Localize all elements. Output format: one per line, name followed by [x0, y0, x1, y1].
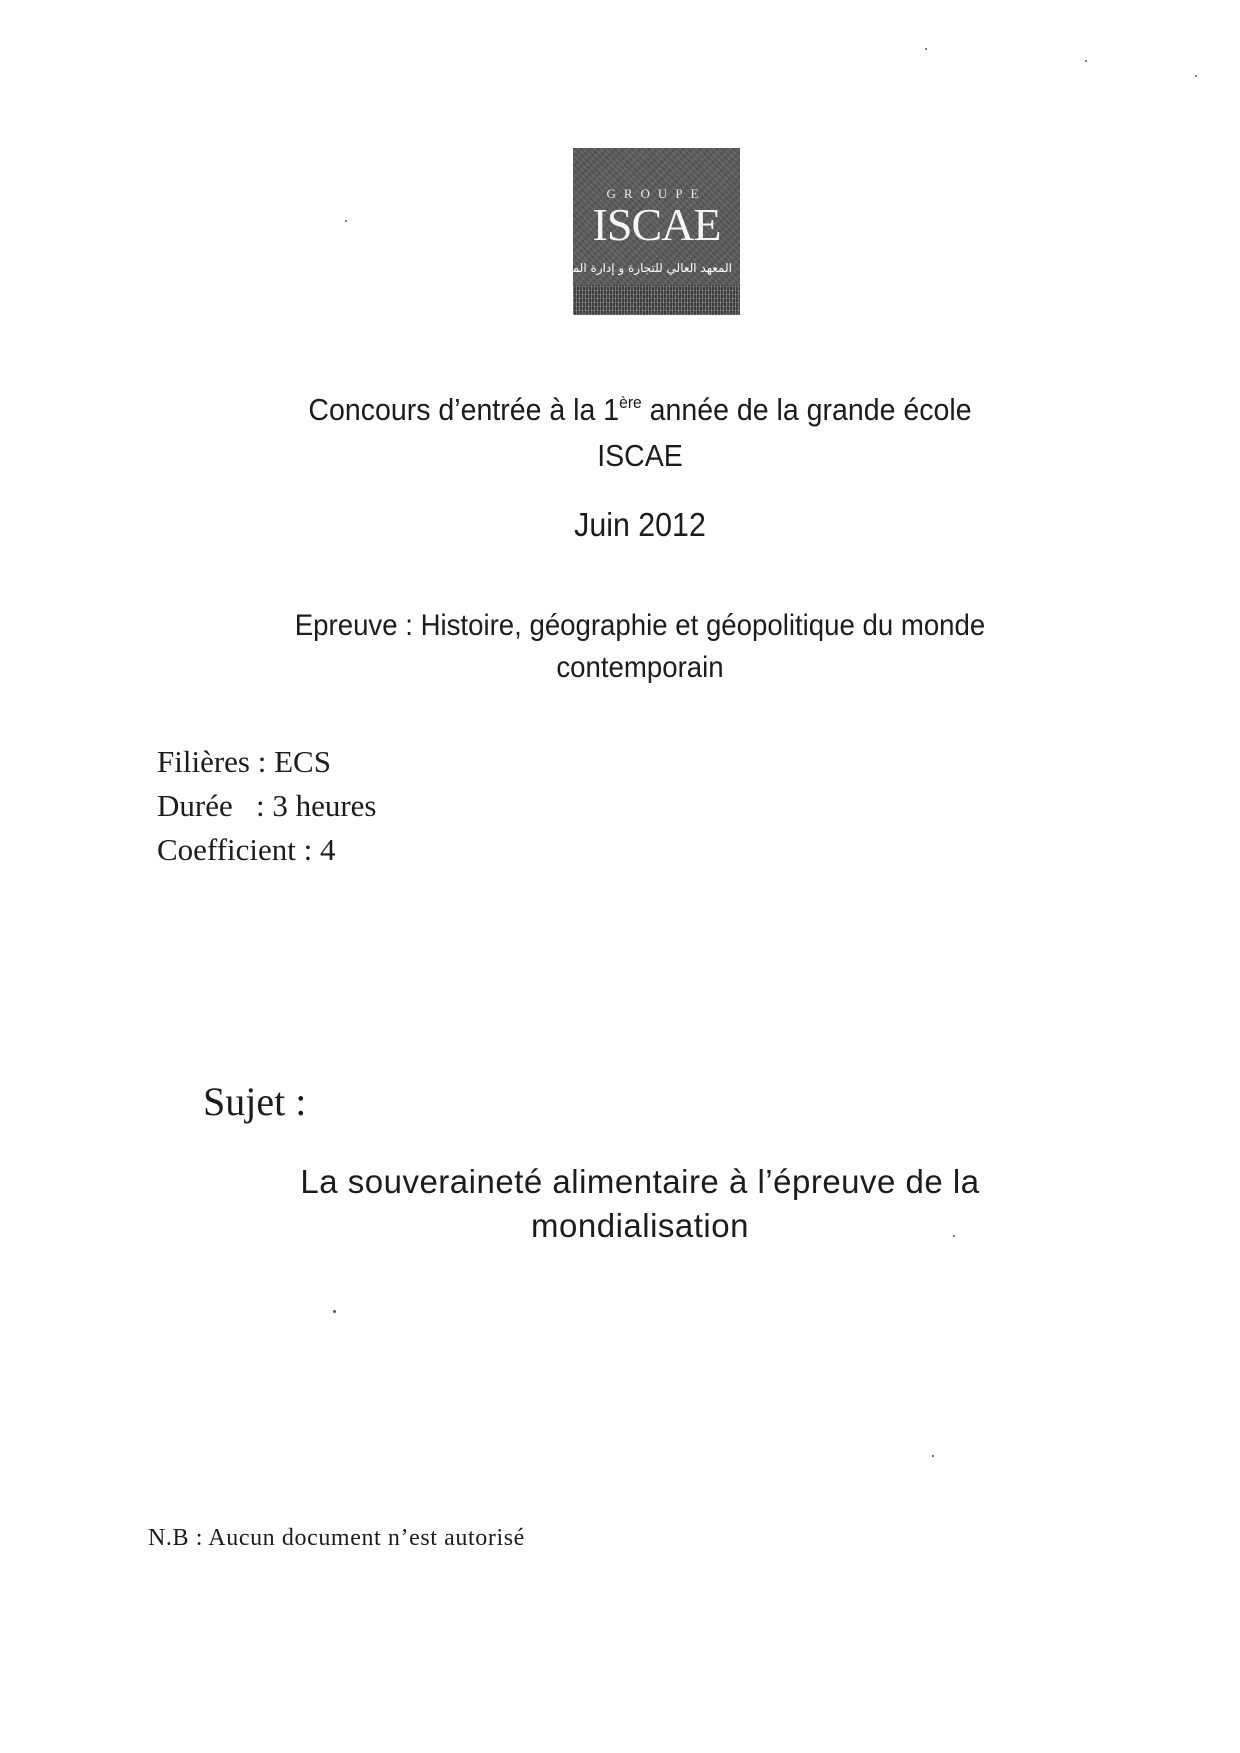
epreuve-line-2: contemporain [556, 651, 724, 684]
sujet-label: Sujet : [203, 1079, 307, 1124]
scan-speck [333, 1310, 336, 1313]
logo-groupe-text: GROUPE [606, 186, 707, 201]
epreuve-line-1: Epreuve : Histoire, géographie et géopolitique du monde [294, 609, 986, 642]
school-name: ISCAE [597, 438, 683, 473]
concours-prefix: Concours d’entrée à la 1 [308, 392, 620, 427]
logo-arabic-text: المعهد العالي للتجارة و إدارة المقاولات [539, 261, 732, 275]
iscae-logo [539, 148, 740, 315]
concours-suffix: année de la grande école [641, 392, 972, 427]
sujet-text [180, 1160, 1100, 1248]
duree: Durée : 3 heures [157, 788, 377, 823]
nb-note: N.B : Aucun document n’est autorisé [148, 1525, 525, 1551]
scan-speck [1085, 60, 1087, 62]
exam-info [157, 740, 377, 872]
concours-heading [217, 380, 1063, 479]
exam-date: Juin 2012 [574, 506, 706, 543]
epreuve-title [217, 605, 1063, 689]
concours-superscript: ère [619, 393, 642, 412]
scan-speck [932, 1455, 934, 1457]
scan-speck [925, 48, 927, 50]
sujet-line-1: La souveraineté alimentaire à l’épreuve de la [300, 1163, 980, 1200]
concours-line [217, 380, 1063, 433]
sujet-line-2: mondialisation [531, 1207, 749, 1244]
scan-speck [1195, 75, 1197, 77]
logo-name-text: ISCAE [592, 199, 721, 250]
scan-speck [345, 220, 347, 222]
coefficient: Coefficient : 4 [157, 832, 336, 867]
logo-texture [573, 285, 740, 315]
filieres: Filières : ECS [157, 744, 331, 779]
